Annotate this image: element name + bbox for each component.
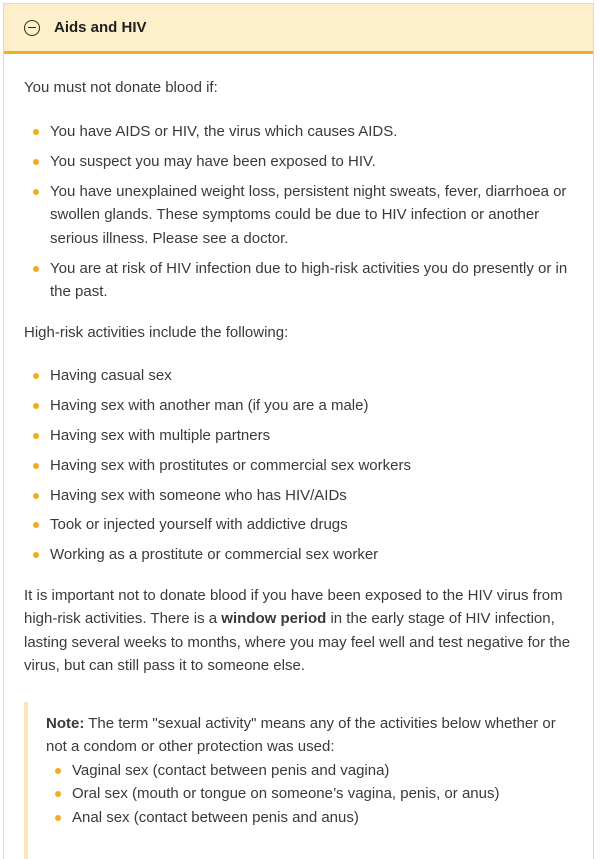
list-item: Vaginal sex (contact between penis and vagina)	[46, 759, 563, 783]
accordion-title: Aids and HIV	[54, 19, 147, 36]
accordion-header-aids-hiv[interactable]	[4, 4, 593, 54]
list-item: You have unexplained weight loss, persistent night sweats, fever, diarrhoea or swollen glands. These symptoms could be due to HIV infection or another serious illness. Please see a doctor.	[24, 180, 573, 251]
list-item: Having sex with another man (if you are a male)	[24, 394, 573, 418]
note-label: Note:	[46, 714, 85, 732]
collapse-circle-minus-icon[interactable]	[24, 20, 40, 36]
note-text: The term "sexual activity" means any of the activities below whether or not a condom or other protection was used:	[46, 714, 556, 756]
conditions-list	[24, 120, 573, 304]
sexual-activity-list	[46, 759, 563, 830]
list-item: You are at risk of HIV infection due to high-risk activities you do presently or in the past.	[24, 257, 573, 304]
window-period-text-after: in the early stage of HIV infection, lasting several weeks to months, where you may feel well and test negative for the virus, but can still pass it to someone else.	[24, 610, 571, 675]
list-item: You have AIDS or HIV, the virus which causes AIDS.	[24, 120, 573, 144]
window-period-term: window period	[221, 610, 327, 628]
intro-text: You must not donate blood if:	[24, 79, 218, 96]
risk-intro-text: High-risk activities include the following:	[24, 323, 289, 341]
list-item: Having sex with multiple partners	[24, 424, 573, 448]
window-period-paragraph	[24, 584, 573, 678]
list-item: Having casual sex	[24, 364, 573, 388]
accordion-panel	[3, 3, 594, 859]
list-item: Having sex with prostitutes or commercial sex workers	[24, 454, 573, 478]
note-paragraph	[46, 712, 563, 759]
list-item: Having sex with someone who has HIV/AIDs	[24, 484, 573, 508]
risk-activities-list	[24, 364, 573, 567]
list-item: Anal sex (contact between penis and anus)	[46, 806, 563, 830]
accordion-content	[4, 76, 593, 859]
list-item: Took or injected yourself with addictive drugs	[24, 513, 573, 537]
list-item: Oral sex (mouth or tongue on someone’s vagina, penis, or anus)	[46, 782, 563, 806]
window-period-text-before: It is important not to donate blood if you have been exposed to the HIV virus from high-risk activities. There is a	[24, 586, 563, 628]
list-item: You suspect you may have been exposed to HIV.	[24, 150, 573, 174]
note-callout	[24, 702, 573, 859]
list-item: Working as a prostitute or commercial sex worker	[24, 543, 573, 567]
